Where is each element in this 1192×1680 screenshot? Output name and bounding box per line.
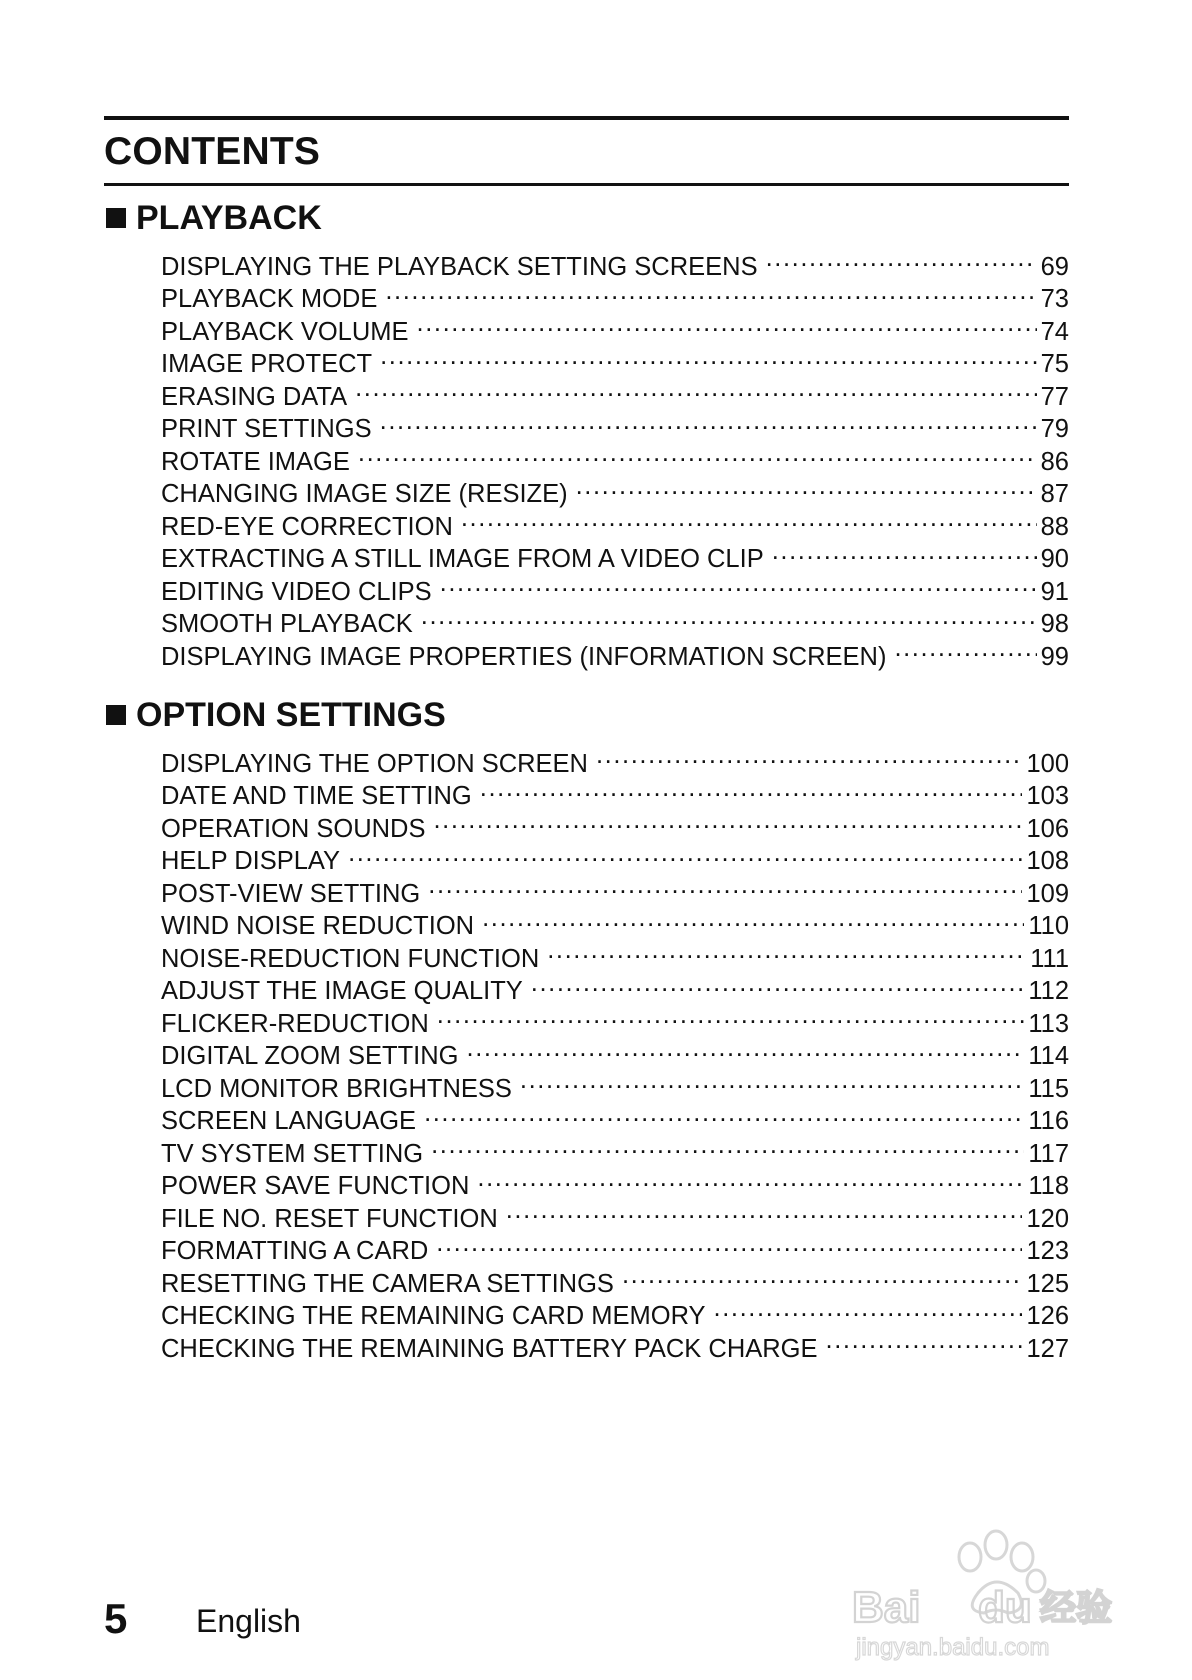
- dot-leader: [547, 934, 1026, 967]
- dot-leader: [431, 1129, 1024, 1162]
- dot-leader: [826, 1324, 1023, 1357]
- dot-leader: [531, 967, 1025, 1000]
- square-bullet-icon: [106, 705, 126, 725]
- toc-entry-page: 118: [1028, 1172, 1069, 1200]
- toc-entry-label: DISPLAYING THE OPTION SCREEN: [161, 749, 588, 778]
- toc-entry-page: 115: [1028, 1074, 1069, 1103]
- dot-leader: [506, 1194, 1023, 1227]
- toc-entry-page: 125: [1026, 1269, 1069, 1298]
- toc-entry-label: RESETTING THE CAMERA SETTINGS: [161, 1269, 614, 1298]
- toc-entry-page: 99: [1040, 642, 1069, 671]
- footer-page-number: 5: [104, 1595, 128, 1642]
- toc-entry[interactable]: [161, 739, 1069, 778]
- dot-leader: [576, 470, 1037, 503]
- dot-leader: [461, 502, 1037, 535]
- dot-leader: [440, 567, 1037, 600]
- section-playback: [104, 195, 1069, 671]
- toc-entry-page: 113: [1028, 1009, 1069, 1038]
- baidu-jingyan-watermark: [850, 1515, 1130, 1665]
- toc-entry-label: DISPLAYING IMAGE PROPERTIES (INFORMATION SCREEN): [161, 642, 887, 671]
- toc-entry-label: DATE AND TIME SETTING: [161, 782, 472, 810]
- toc-entry-page: 77: [1040, 382, 1069, 411]
- toc-entry-page: 74: [1040, 317, 1069, 346]
- dot-leader: [380, 340, 1037, 373]
- toc-entry-label: PLAYBACK MODE: [161, 285, 378, 313]
- dot-leader: [766, 242, 1037, 275]
- toc-entry-label: ROTATE IMAGE: [161, 447, 350, 476]
- toc-list: [104, 242, 1069, 671]
- toc-entry-page: 88: [1040, 512, 1069, 541]
- section-heading-text: PLAYBACK: [136, 199, 322, 237]
- dot-leader: [436, 1227, 1022, 1260]
- toc-entry-label: EXTRACTING A STILL IMAGE FROM A VIDEO CLIP: [161, 545, 764, 573]
- watermark-url-text: jingyan.baidu.com: [856, 1634, 1050, 1661]
- toc-entry-label: PRINT SETTINGS: [161, 415, 372, 443]
- square-bullet-icon: [106, 208, 126, 228]
- toc-entry-page: 109: [1026, 879, 1069, 908]
- toc-entry-page: 86: [1040, 447, 1069, 476]
- toc-entry-page: 79: [1040, 415, 1069, 443]
- svg-text:Bai: Bai: [852, 1583, 921, 1632]
- dot-leader: [428, 869, 1022, 902]
- toc-entry-label: DISPLAYING THE PLAYBACK SETTING SCREENS: [161, 252, 758, 281]
- dot-leader: [467, 1032, 1025, 1065]
- title-rule: [104, 183, 1069, 186]
- toc-entry-page: 91: [1040, 577, 1069, 606]
- toc-entry-page: 87: [1040, 480, 1069, 508]
- toc-entry-label: HELP DISPLAY: [161, 847, 341, 875]
- toc-entry-label: TV SYSTEM SETTING: [161, 1139, 424, 1168]
- section-option-settings: [104, 692, 1069, 1363]
- dot-leader: [480, 772, 1023, 805]
- toc-entry-label: CHECKING THE REMAINING BATTERY PACK CHARGE: [161, 1334, 818, 1363]
- dot-leader: [622, 1259, 1023, 1292]
- toc-entry-label: ERASING DATA: [161, 382, 348, 411]
- toc-entry-page: 126: [1026, 1302, 1069, 1330]
- toc-entry-page: 114: [1028, 1042, 1069, 1070]
- toc-entry-page: 75: [1040, 350, 1069, 378]
- section-heading-text: OPTION SETTINGS: [136, 696, 446, 734]
- toc-entry-page: 103: [1026, 782, 1069, 810]
- toc-entry-page: 111: [1030, 944, 1069, 973]
- toc-entry-label: RED-EYE CORRECTION: [161, 512, 453, 541]
- toc-entry-page: 108: [1026, 847, 1069, 875]
- toc-entry-page: 69: [1040, 252, 1069, 281]
- toc-list: [104, 739, 1069, 1363]
- dot-leader: [424, 1097, 1024, 1130]
- dot-leader: [358, 437, 1037, 470]
- toc-entry-page: 123: [1026, 1237, 1069, 1265]
- toc-entry-page: 110: [1028, 912, 1069, 940]
- toc-entry-label: FLICKER-REDUCTION: [161, 1009, 429, 1038]
- toc-entry-label: WIND NOISE REDUCTION: [161, 912, 475, 940]
- dot-leader: [348, 837, 1022, 870]
- dot-leader: [482, 902, 1024, 935]
- toc-entry-page: 116: [1028, 1107, 1069, 1135]
- page-title: CONTENTS: [104, 130, 321, 173]
- dot-leader: [596, 739, 1022, 772]
- toc-entry-label: FILE NO. RESET FUNCTION: [161, 1204, 498, 1233]
- toc-entry-page: 112: [1028, 977, 1069, 1005]
- dot-leader: [520, 1064, 1024, 1097]
- toc-entry[interactable]: [161, 242, 1069, 281]
- dot-leader: [421, 600, 1037, 633]
- watermark-brand-text: [852, 1583, 1112, 1632]
- toc-entry-label: SMOOTH PLAYBACK: [161, 610, 413, 638]
- toc-entry-label: SCREEN LANGUAGE: [161, 1107, 417, 1135]
- toc-entry-page: 120: [1026, 1204, 1069, 1233]
- section-heading: [104, 195, 1069, 241]
- dot-leader: [433, 804, 1022, 837]
- svg-text:du: du: [978, 1583, 1032, 1632]
- top-rule: [104, 116, 1069, 120]
- toc-entry-page: 73: [1040, 285, 1069, 313]
- toc-entry-page: 127: [1026, 1334, 1069, 1363]
- dot-leader: [894, 632, 1036, 665]
- toc-entry-page: 117: [1028, 1139, 1069, 1168]
- toc-entry-label: POWER SAVE FUNCTION: [161, 1172, 470, 1200]
- toc-entry-label: FORMATTING A CARD: [161, 1237, 429, 1265]
- toc-entry-label: LCD MONITOR BRIGHTNESS: [161, 1074, 512, 1103]
- toc-entry-label: DIGITAL ZOOM SETTING: [161, 1042, 459, 1070]
- dot-leader: [380, 405, 1037, 438]
- toc-entry-label: OPERATION SOUNDS: [161, 814, 426, 843]
- dot-leader: [355, 372, 1037, 405]
- toc-entry-page: 100: [1026, 749, 1069, 778]
- toc-entry-label: PLAYBACK VOLUME: [161, 317, 409, 346]
- toc-entry-label: EDITING VIDEO CLIPS: [161, 577, 432, 606]
- dot-leader: [385, 275, 1036, 308]
- svg-text:经验: 经验: [1040, 1587, 1113, 1628]
- toc-entry-page: 98: [1040, 610, 1069, 638]
- toc-entry-label: POST-VIEW SETTING: [161, 879, 421, 908]
- toc-entry-page: 106: [1026, 814, 1069, 843]
- dot-leader: [477, 1162, 1024, 1195]
- dot-leader: [437, 999, 1025, 1032]
- toc-entry-label: IMAGE PROTECT: [161, 350, 373, 378]
- toc-entry-label: NOISE-REDUCTION FUNCTION: [161, 944, 540, 973]
- toc-entry-label: ADJUST THE IMAGE QUALITY: [161, 977, 523, 1005]
- dot-leader: [417, 307, 1037, 340]
- dot-leader: [772, 535, 1037, 568]
- toc-entry-page: 90: [1040, 545, 1069, 573]
- section-heading: [104, 692, 1069, 738]
- dot-leader: [714, 1292, 1023, 1325]
- toc-entry-label: CHECKING THE REMAINING CARD MEMORY: [161, 1302, 706, 1330]
- footer-language: English: [196, 1603, 301, 1639]
- toc-entry-label: CHANGING IMAGE SIZE (RESIZE): [161, 480, 568, 508]
